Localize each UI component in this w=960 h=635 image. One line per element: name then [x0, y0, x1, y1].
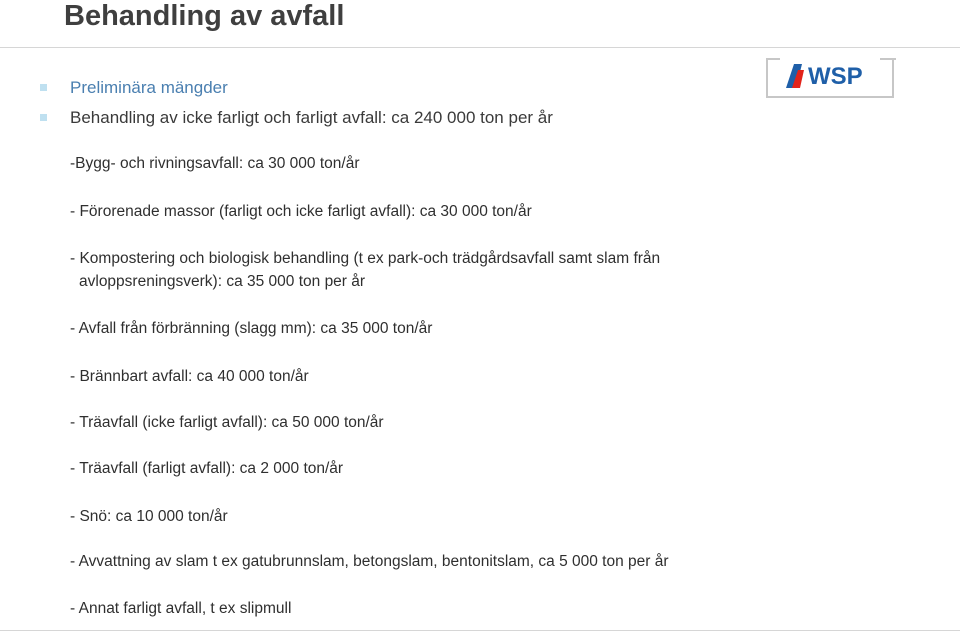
list-item-continuation: avloppsreningsverk): ca 35 000 ton per år [79, 273, 366, 290]
list-item: - Snö: ca 10 000 ton/år [70, 508, 228, 525]
list-item: - Brännbart avfall: ca 40 000 ton/år [70, 368, 309, 385]
list-item: - Träavfall (farligt avfall): ca 2 000 ton/år [70, 460, 344, 477]
list-item: - Avfall från förbränning (slagg mm): ca 35 000 ton/år [70, 320, 433, 337]
logo-frame-edge [880, 58, 896, 60]
wsp-logo [784, 60, 880, 90]
title-divider [0, 47, 960, 48]
list-item: - Avvattning av slam t ex gatubrunnslam, betongslam, bentonitslam, ca 5 000 ton per år [70, 553, 669, 570]
list-item: - Förorenade massor (farligt och icke farligt avfall): ca 30 000 ton/år [70, 203, 532, 220]
list-item: - Kompostering och biologisk behandling (t ex park-och trädgårdsavfall samt slam från [70, 250, 661, 267]
logo-text: WSP [808, 63, 863, 90]
bullet-square-icon [40, 114, 47, 121]
bullet-text: Behandling av icke farligt och farligt avfall: ca 240 000 ton per år [70, 108, 553, 127]
bullet-text: Preliminära mängder [70, 78, 228, 97]
bullet-square-icon [40, 84, 47, 91]
slide-title: Behandling av avfall [64, 0, 345, 32]
bottom-divider [0, 630, 960, 631]
logo-frame-edge [766, 58, 780, 60]
list-item: - Träavfall (icke farligt avfall): ca 50 000 ton/år [70, 414, 384, 431]
list-item: - Annat farligt avfall, t ex slipmull [70, 600, 292, 617]
list-item: -Bygg- och rivningsavfall: ca 30 000 ton/år [70, 155, 360, 172]
